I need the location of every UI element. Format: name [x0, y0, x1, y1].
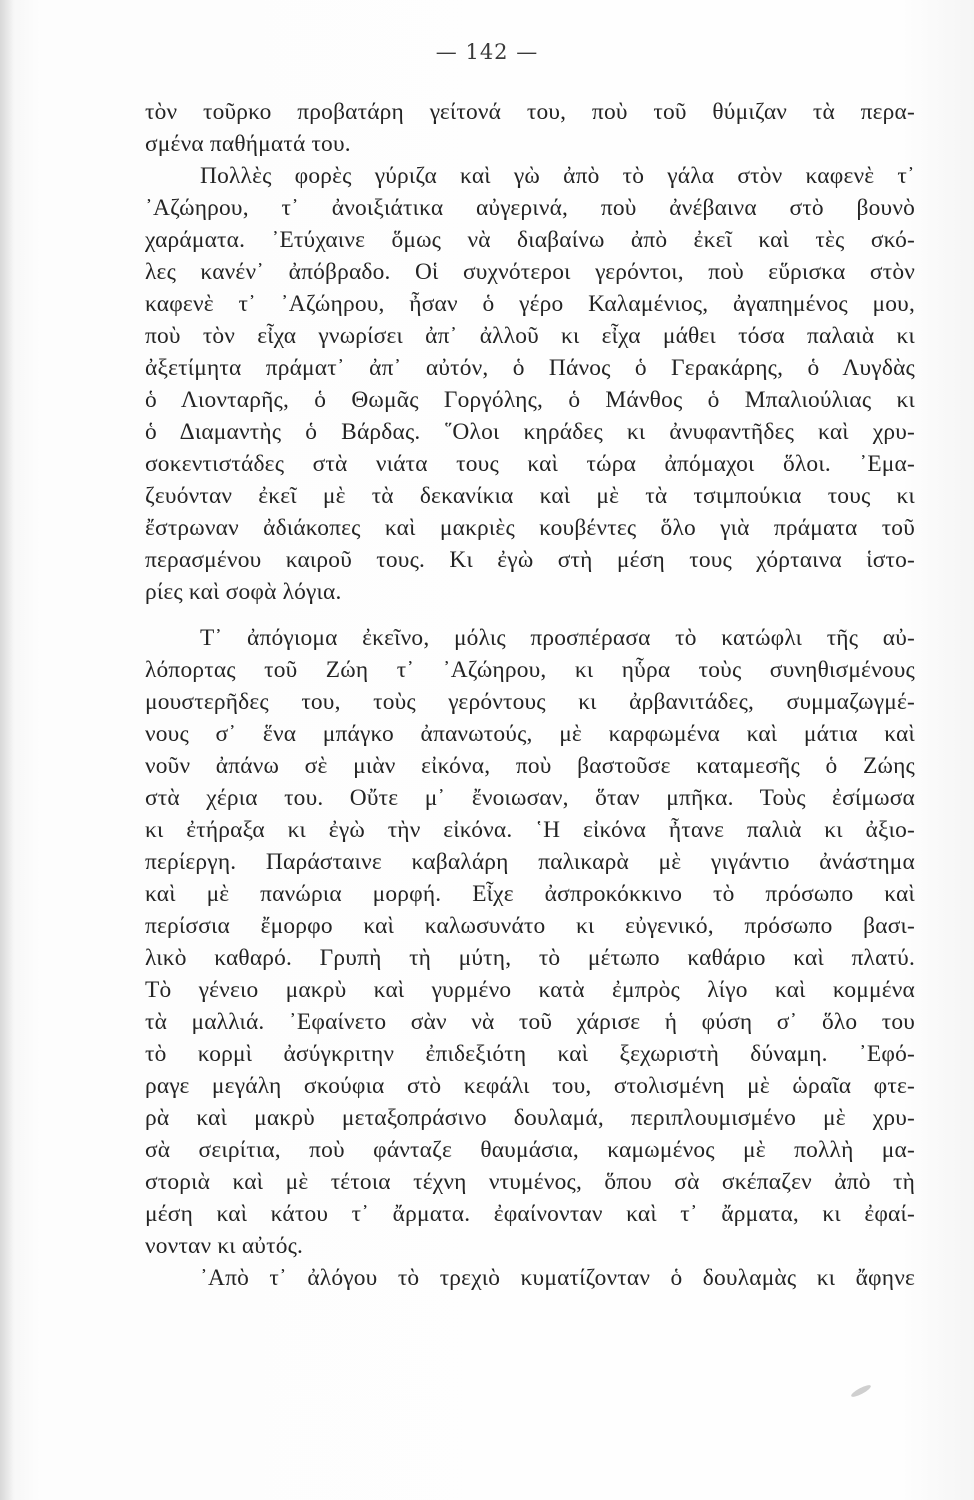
- spine-shadow: [0, 0, 14, 1500]
- text-line: Πολλὲς φορὲς γύριζα καὶ γὼ ἀπὸ τὸ γάλα στὸν καφενὲ τ᾿: [200, 163, 915, 189]
- text-line: λόπορτας τοῦ Ζώη τ᾿ ᾿Αζώηρου, κι ηὗρα τοὺς συνηθισμένους: [145, 657, 915, 683]
- text-line: ποὺ τὸν εἶχα γνωρίσει ἀπ᾿ ἀλλοῦ κι εἶχα μάθει τόσα παλαιὰ κι: [145, 323, 915, 349]
- text-line: ρὰ καὶ μακρὺ μεταξοπράσινο δουλαμά, περιπλουμισμένο μὲ χρυ-: [145, 1105, 915, 1131]
- text-line: περασμένου καιροῦ τους. Κι ἐγὼ στὴ μέση τους χόρταινα ἱστο-: [145, 547, 915, 573]
- text-line: τὸ κορμὶ ἀσύγκριτην ἐπιδεξιότη καὶ ξεχωριστὴ δύναμη. ᾿Εφό-: [145, 1041, 915, 1067]
- text-line: Τ᾿ ἀπόγιομα ἐκεῖνο, μόλις προσπέρασα τὸ κατώφλι τῆς αὐ-: [200, 625, 915, 651]
- text-line: ἔστρωναν ἀδιάκοπες καὶ μακριὲς κουβέντες ὅλο γιὰ πράματα τοῦ: [145, 515, 915, 541]
- text-line: λες κανέν᾿ ἀπόβραδο. Οἱ συχνότεροι γερόντοι, ποὺ εὕρισκα στὸν: [145, 259, 915, 285]
- page-number: — 142 —: [435, 40, 539, 64]
- text-line: κι ἐτήραξα κι ἐγὼ τὴν εἰκόνα. ῾Η εἰκόνα ἦτανε παλιὰ κι ἀξιο-: [145, 817, 915, 843]
- text-line: ὁ Διαμαντὴς ὁ Βάρδας. ῞Ολοι κηράδες κι ἀνυφαντῆδες καὶ χρυ-: [145, 419, 915, 445]
- text-line: ραγε μεγάλη σκούφια στὸ κεφάλι του, στολισμένη μὲ ὡραῖα φτε-: [145, 1073, 915, 1099]
- text-line: ᾿Αζώηρου, τ᾿ ἀνοιξιάτικα αὐγερινά, ποὺ ἀνέβαινα στὸ βουνὸ: [145, 195, 915, 221]
- text-line: σμένα παθήματά του.: [145, 131, 351, 157]
- text-line: τὸν τοῦρκο προβατάρη γείτονά του, ποὺ τοῦ θύμιζαν τὰ περα-: [145, 99, 915, 125]
- text-line: καφενὲ τ᾿ ᾿Αζώηρου, ἦσαν ὁ γέρο Καλαμένιος, ἀγαπημένος μου,: [145, 291, 915, 317]
- text-line: περίεργη. Παράσταινε καβαλάρη παλικαρὰ μὲ γιγάντιο ἀνάστημα: [145, 849, 915, 875]
- text-line: νους σ᾿ ἕνα μπάγκο ἀπανωτούς, μὲ καρφωμένα καὶ μάτια καὶ: [145, 721, 915, 747]
- text-line: λικὸ καθαρό. Γρυπὴ τὴ μύτη, τὸ μέτωπο καθάριο καὶ πλατύ.: [145, 945, 915, 971]
- text-line: στοριὰ καὶ μὲ τέτοια τέχνη ντυμένος, ὅπου σὰ σκέπαζεν ἀπὸ τὴ: [145, 1169, 915, 1195]
- text-line: στὰ χέρια του. Οὔτε μ᾿ ἔνοιωσαν, ὅταν μπῆκα. Τοὺς ἐσίμωσα: [145, 785, 915, 811]
- text-line: ρίες καὶ σοφὰ λόγια.: [145, 579, 342, 605]
- text-line: σοκεντιστάδες στὰ νιάτα τους καὶ τώρα ἀπόμαχοι ὅλοι. ᾿Εμα-: [145, 451, 915, 477]
- text-line: νοῦν ἀπάνω σὲ μιὰν εἰκόνα, ποὺ βαστοῦσε καταμεσῆς ὁ Ζώης: [145, 753, 915, 779]
- ink-smudge: [850, 1383, 872, 1399]
- text-line: μουστερῆδες του, τοὺς γερόντους κι ἀρβανιτάδες, συμμαζωγμέ-: [145, 689, 915, 715]
- text-line: ὁ Λιονταρῆς, ὁ Θωμᾶς Γοργόλης, ὁ Μάνθος ὁ Μπαλιούλιας κι: [145, 387, 915, 413]
- body-text: [145, 96, 915, 1294]
- text-line: μέση καὶ κάτου τ᾿ ἄρματα. ἐφαίνονταν καὶ τ᾿ ἄρματα, κι ἐφαί-: [145, 1201, 915, 1227]
- text-line: ζευόνταν ἐκεῖ μὲ τὰ δεκανίκια καὶ μὲ τὰ τσιμπούκια τους κι: [145, 483, 915, 509]
- text-line: Τὸ γένειο μακρὺ καὶ γυρμένο κατὰ ἐμπρὸς λίγο καὶ κομμένα: [145, 977, 915, 1003]
- text-line: ᾿Απὸ τ᾿ ἀλόγου τὸ τρεχιὸ κυματίζονταν ὁ δουλαμὰς κι ἄφηνε: [200, 1265, 915, 1291]
- paragraph-gap: [145, 608, 915, 622]
- text-line: ἀξετίμητα πράματ᾿ ἀπ᾿ αὐτόν, ὁ Πάνος ὁ Γερακάρης, ὁ Λυγδὰς: [145, 355, 915, 381]
- text-line: σὰ σειρίτια, ποὺ φάνταζε θαυμάσια, καμωμένος μὲ πολλὴ μα-: [145, 1137, 915, 1163]
- text-line: χαράματα. ᾿Ετύχαινε ὅμως νὰ διαβαίνω ἀπὸ ἐκεῖ καὶ τὲς σκό-: [145, 227, 915, 253]
- text-line: περίσσια ἔμορφο καὶ καλωσυνάτο κι εὐγενικό, πρόσωπο βασι-: [145, 913, 915, 939]
- text-line: καὶ μὲ πανώρια μορφή. Εἶχε ἀσπροκόκκινο τὸ πρόσωπο καὶ: [145, 881, 915, 907]
- text-line: τὰ μαλλιά. ᾿Εφαίνετο σὰν νὰ τοῦ χάρισε ἡ φύση σ᾿ ὅλο του: [145, 1009, 915, 1035]
- text-line: νονταν κι αὐτός.: [145, 1233, 304, 1259]
